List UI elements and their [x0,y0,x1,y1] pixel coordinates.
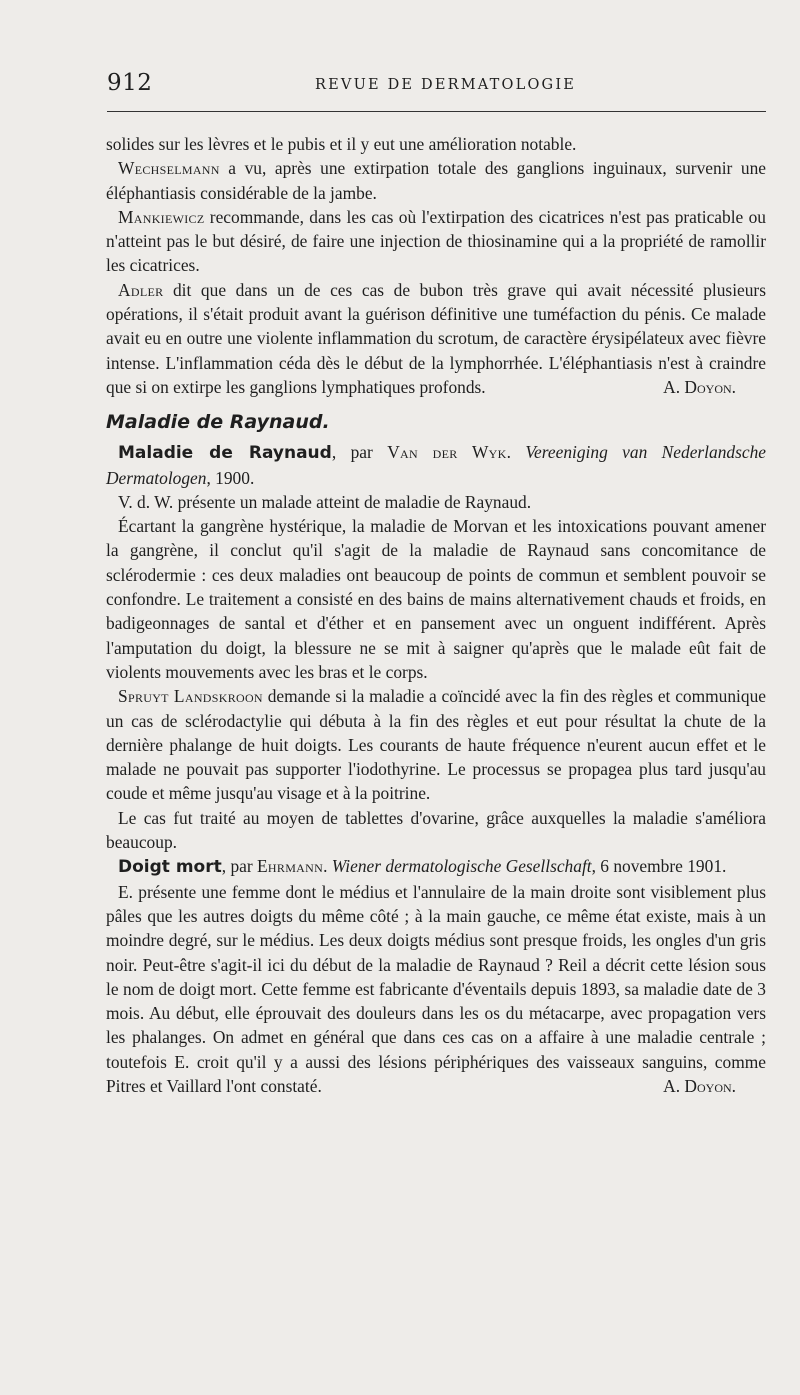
author-name: Van der Wyk [387,442,507,463]
paragraph: Écartant la gangrène hystérique, la maladie de Morvan et les intoxications pouvant amener la gangrène, il conclut qu'il s'agit de la maladie de Raynaud sans concomitance de sclérodermie : ces deux maladies ont beaucoup de points de commun et semblent pouvoir se confondre. Le traitement a consisté en des bains de mains alternativement chauds et froids, en badigeonnages de santal et d'éther et en pansement avec un onguent indifférent. Après l'amputation du doigt, la blessure ne se mit à saigner qu'après que le malade eût fait de violents mouvements avec les bras et le corps. [106,516,766,682]
paragraph: Spruyt Landskroon demande si la maladie a coïncidé avec la fin des règles et communique un cas de sclérodactylie qui débuta à la fin des règles et eut pour résultat la chute de la dernière phalange de huit doigts. Les courants de haute fréquence n'eurent aucun effet et le malade ne pouvait pas supporter l'iodothyrine. Le processus se propagea plus tard jusqu'au coude et même jusqu'au visage et à la poitrine. [106,686,766,804]
paragraph: V. d. W. présente un malade atteint de maladie de Raynaud. [118,491,532,512]
paragraph: Le cas fut traité au moyen de tablettes d'ovarine, grâce auxquelles la maladie s'améliora beaucoup. [106,807,766,853]
journal-name: Wiener dermatologische Gesellschaft [331,856,592,877]
running-head: REVUE DE DERMATOLOGIE [315,77,577,93]
article-citation: Doigt mort, par Ehrmann. Wiener dermatologische Gesellschaft, 6 novembre 1901. [118,856,727,878]
article-citation: Maladie de Raynaud, par Van der Wyk. Vereeniging van Nederlandsche Dermatologen, 1900. [106,442,767,488]
author-name: Mankiewicz [118,206,205,227]
author-name: Ehrmann [257,856,324,877]
paragraph: Wechselmann a vu, après une extirpation totale des ganglions inguinaux, survenir une éléphantiasis considérable de la jambe. [106,158,766,203]
article-title: Doigt mort [118,857,222,878]
paragraph: Adler dit que dans un de ces cas de bubon très grave qui avait nécessité plusieurs opérations, il s'était produit avant la guérison définitive une tuméfaction du pénis. Ce malade avait eu en outre une violente inflammation du scrotum, de caractère érysipélateux avec fièvre intense. L'inflammation céda dès le début de la lymphorrhée. L'éléphantiasis n'est à craindre que si on extirpe les ganglions lymphatiques profonds. A. Doyon. [106,278,766,399]
page-number: 912 [107,70,153,96]
signature: A. Doyon. [663,1075,736,1096]
article-body [106,132,766,1098]
paragraph: E. présente une femme dont le médius et l'annulaire de la main droite sont visiblement plus pâles que les autres doigts du même côté ; à la main gauche, ce même état existe, mais à un moindre degré, sur le médius. Les deux doigts médius sont presque froids, les ongles d'un gris noir. Peut-être s'agit-il ici du début de la maladie de Raynaud ? Reil a décrit cette lésion sous le nom de doigt mort. Cette femme est fabricante d'éventails depuis 1893, sa maladie date de 3 mois. Au début, elle éprouvait des douleurs dans les os du métacarpe, avec propagation vers les phalanges. On admet en général que dans ces cas on a affaire à une maladie centrale ; toutefois E. croit qu'il y a aussi des lésions périphériques des vaisseaux sanguins, comme Pitres et Vaillard l'ont constaté. A. Doyon. [106,880,766,1099]
paragraph: solides sur les lèvres et le pubis et il y eut une amélioration notable. [106,134,577,154]
signature: A. Doyon. [663,376,736,397]
author-name: Adler [118,279,164,300]
author-name: Wechselmann [118,158,220,179]
article-title: Maladie de Raynaud [118,443,332,464]
page-header [107,70,767,98]
paragraph: Mankiewicz recommande, dans les cas où l'extirpation des cicatrices n'est pas praticable ou n'atteint pas le but désiré, de faire une injection de thiosinamine qui a la propriété de ramollir les cicatrices. [106,206,766,276]
section-heading: Maladie de Raynaud. [106,411,330,434]
journal-name: Vereeniging van Nederlandsche Dermatologen [106,442,767,488]
author-name: Spruyt Landskroon [118,686,263,707]
header-rule [107,111,766,112]
